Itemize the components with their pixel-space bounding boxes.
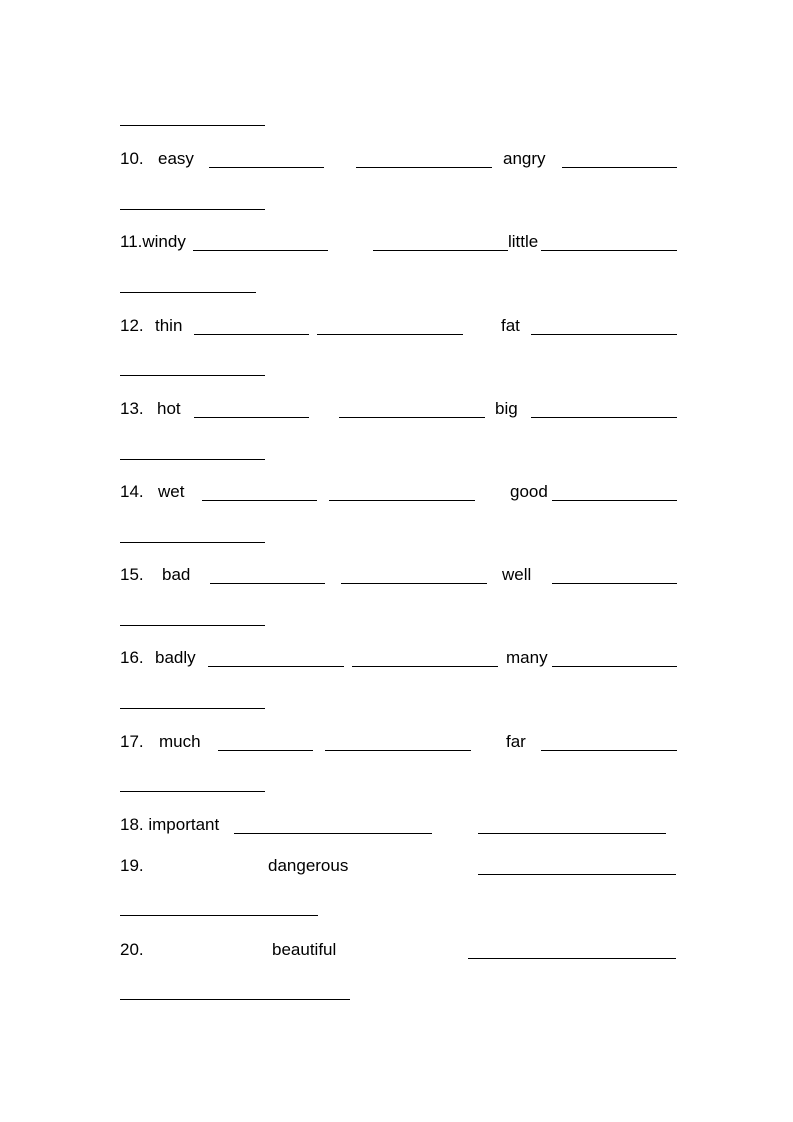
answer-blank[interactable]	[120, 999, 350, 1000]
answer-blank[interactable]	[552, 583, 677, 584]
answer-blank[interactable]	[329, 500, 475, 501]
item-word: far	[506, 732, 526, 751]
answer-blank[interactable]	[531, 334, 677, 335]
item-number: 20.	[120, 940, 144, 959]
item-number: 12.	[120, 316, 144, 335]
answer-blank[interactable]	[339, 417, 485, 418]
answer-blank[interactable]	[478, 833, 666, 834]
answer-blank[interactable]	[552, 666, 677, 667]
item-word: wet	[158, 482, 185, 501]
answer-blank[interactable]	[202, 500, 317, 501]
answer-blank[interactable]	[341, 583, 487, 584]
answer-blank[interactable]	[531, 417, 677, 418]
answer-blank[interactable]	[194, 417, 309, 418]
item-word: much	[159, 732, 201, 751]
item-number: 10.	[120, 149, 144, 168]
item-label: 11.windy	[120, 232, 186, 251]
item-label: 18. important	[120, 815, 220, 834]
answer-blank[interactable]	[541, 750, 677, 751]
answer-blank[interactable]	[120, 209, 265, 210]
item-number: 13.	[120, 399, 144, 418]
item-number: 16.	[120, 648, 144, 667]
answer-blank[interactable]	[562, 167, 677, 168]
answer-blank[interactable]	[317, 334, 463, 335]
item-word: hot	[157, 399, 181, 418]
answer-blank[interactable]	[234, 833, 432, 834]
answer-blank[interactable]	[193, 250, 328, 251]
answer-blank[interactable]	[208, 666, 344, 667]
item-word: big	[495, 399, 518, 418]
item-word: well	[502, 565, 532, 584]
answer-blank[interactable]	[468, 958, 676, 959]
answer-blank[interactable]	[120, 375, 265, 376]
answer-blank[interactable]	[209, 167, 324, 168]
answer-blank[interactable]	[120, 125, 265, 126]
answer-blank[interactable]	[552, 500, 677, 501]
answer-blank[interactable]	[120, 791, 265, 792]
item-number: 14.	[120, 482, 144, 501]
answer-blank[interactable]	[194, 334, 309, 335]
item-word: thin	[155, 316, 183, 335]
item-word: fat	[501, 316, 520, 335]
item-word: easy	[158, 149, 194, 168]
item-word: badly	[155, 648, 196, 667]
item-word: angry	[503, 149, 546, 168]
item-word: many	[506, 648, 548, 667]
item-number: 15.	[120, 565, 144, 584]
answer-blank[interactable]	[120, 459, 265, 460]
answer-blank[interactable]	[373, 250, 508, 251]
answer-blank[interactable]	[120, 292, 256, 293]
answer-blank[interactable]	[120, 708, 265, 709]
answer-blank[interactable]	[478, 874, 676, 875]
answer-blank[interactable]	[352, 666, 498, 667]
item-word: little	[508, 232, 539, 251]
answer-blank[interactable]	[120, 542, 265, 543]
item-number: 19.	[120, 856, 144, 875]
answer-blank[interactable]	[120, 625, 265, 626]
answer-blank[interactable]	[218, 750, 313, 751]
answer-blank[interactable]	[541, 250, 677, 251]
answer-blank[interactable]	[356, 167, 492, 168]
answer-blank[interactable]	[325, 750, 471, 751]
answer-blank[interactable]	[120, 915, 318, 916]
item-number: 17.	[120, 732, 144, 751]
item-word: bad	[162, 565, 191, 584]
answer-blank[interactable]	[210, 583, 325, 584]
item-word: good	[510, 482, 548, 501]
item-word: beautiful	[272, 940, 337, 959]
item-word: dangerous	[268, 856, 349, 875]
